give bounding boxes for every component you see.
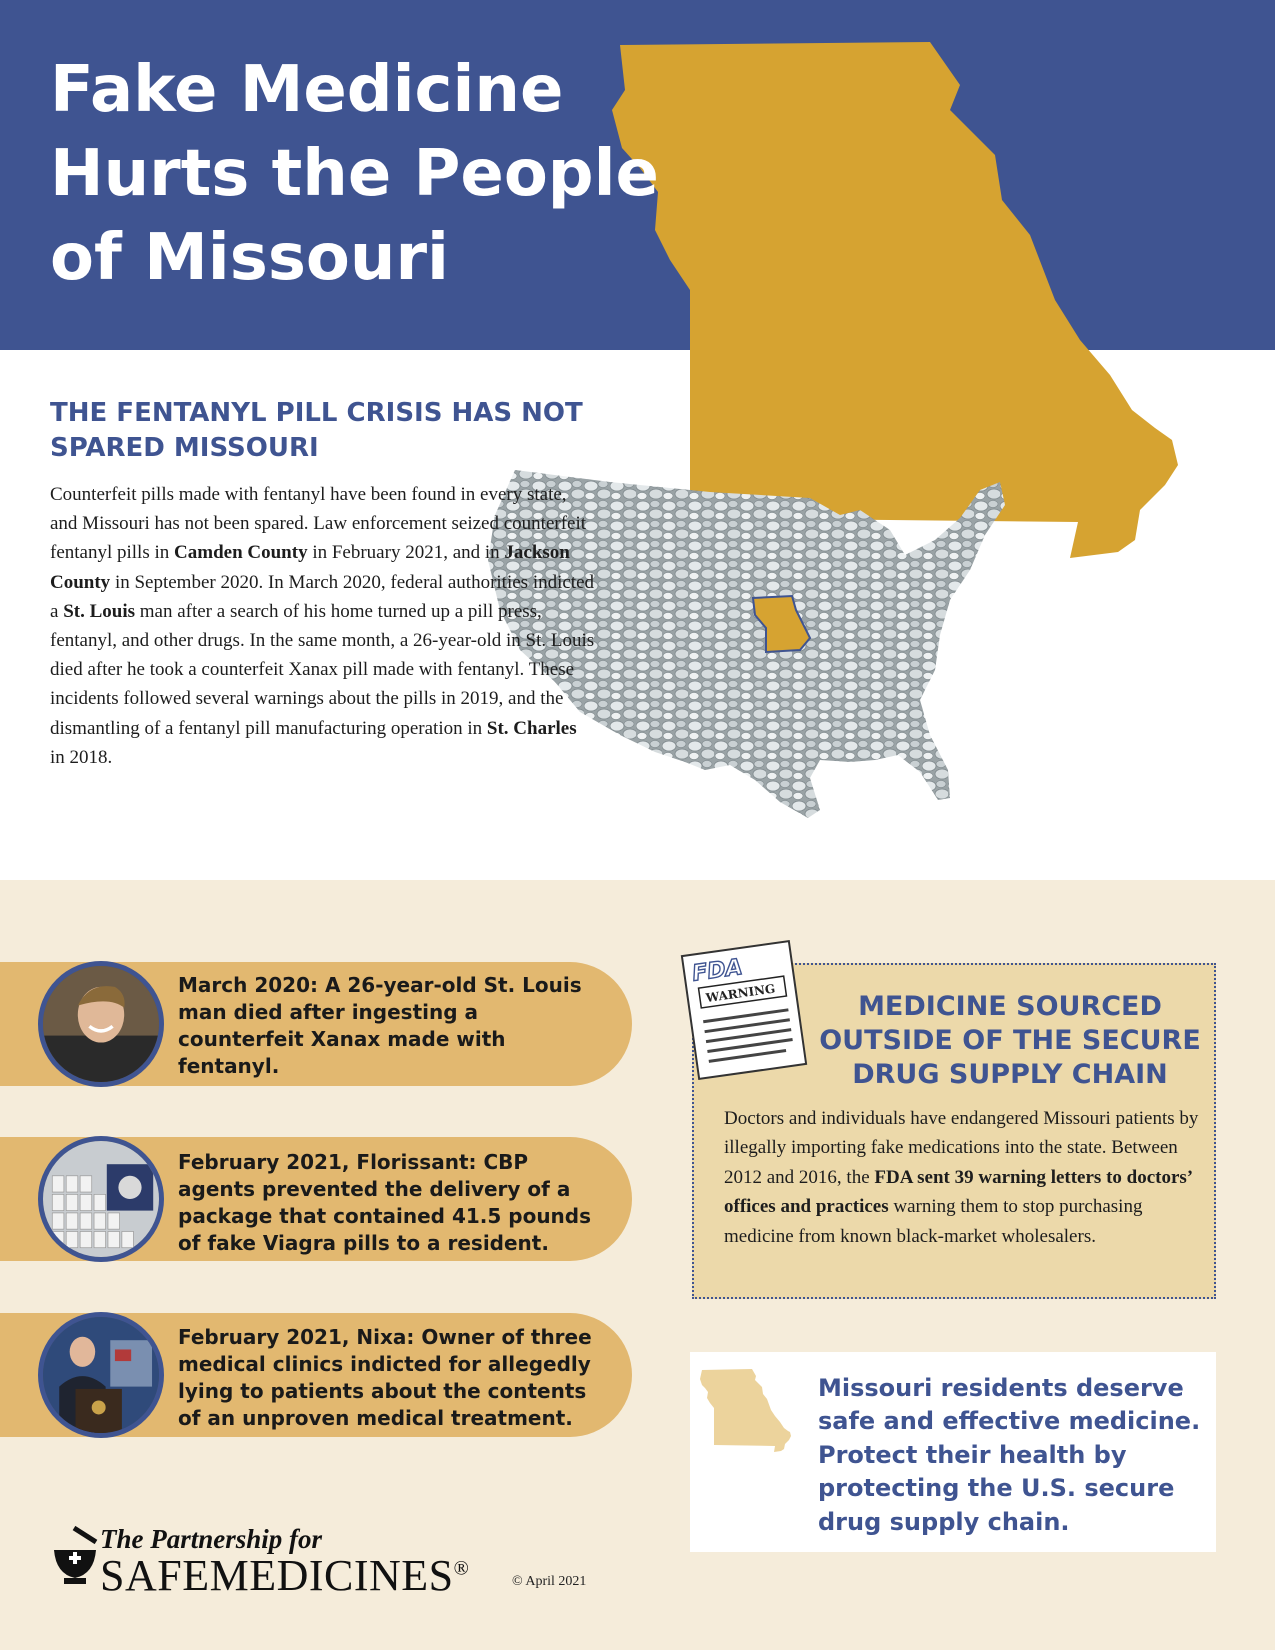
title-line: Fake Medicine [50,53,564,127]
svg-text:FDA: FDA [690,954,745,987]
copyright-text: © April 2021 [512,1574,587,1589]
call-to-action-text: Missouri residents deserve safe and effective medicine. Protect their health by protecting the U.S. secure drug supply chain. [818,1374,1201,1536]
intro-paragraph: Counterfeit pills made with fentanyl have been found in every state, and Missouri has not been spared. Law enforcement seized counterfeit fentanyl pills in Camden County in February 2021, and in Jackson County in September 2020. In March 2020, federal authorities indicted a St. Louis man after a search of his home turned up a pill press, fentanyl, and other drugs. In the same month, a 26-year-old in St. Louis died after he took a counterfeit Xanax pill made with fentanyl. These incidents followed several warnings about the pills in 2019, and the dismantling of a fentanyl pill manufacturing operation in St. Charles in 2018. [50,484,595,768]
missouri-outline-icon [700,1368,800,1458]
fda-paragraph: Doctors and individuals have endangered Missouri patients by illegally importing fake medications into the state. Between 2012 and 2016, the FDA sent 39 warning letters to doctors’ offices and practices warning them to stop purchasing medicine from known black-market wholesalers. [724,1108,1199,1247]
fda-warning-letter-icon [680,939,809,1081]
event-photo-press-conference [38,1312,164,1438]
page-title [50,48,690,300]
event-photo-young-man [38,961,164,1087]
event-text: February 2021, Florissant: CBP agents prevented the delivery of a package that contained 41.5 pounds of fake Viagra pills to a resident. [178,1150,592,1255]
logo-wordmark: SAFEMEDICINES® [100,1551,470,1600]
event-photo-seized-bottles [38,1136,164,1262]
event-text: March 2020: A 26-year-old St. Louis man died after ingesting a counterfeit Xanax made with fentanyl. [178,973,582,1078]
partnership-logo [50,1524,510,1600]
event-text: February 2021, Nixa: Owner of three medical clinics indicted for allegedly lying to patients about the contents of an unproven medical treatment. [178,1325,592,1430]
logo-tagline: The Partnership for [100,1524,323,1554]
title-line: of Missouri [50,221,449,295]
section-heading: THE FENTANYL PILL CRISIS HAS NOT SPARED MISSOURI [50,398,583,463]
svg-text:WARNING: WARNING [705,981,777,1006]
mortar-pestle-icon [50,1524,100,1594]
fda-heading: MEDICINE SOURCED OUTSIDE OF THE SECURE DRUG SUPPLY CHAIN [819,991,1201,1090]
title-line: Hurts the People [50,137,659,211]
